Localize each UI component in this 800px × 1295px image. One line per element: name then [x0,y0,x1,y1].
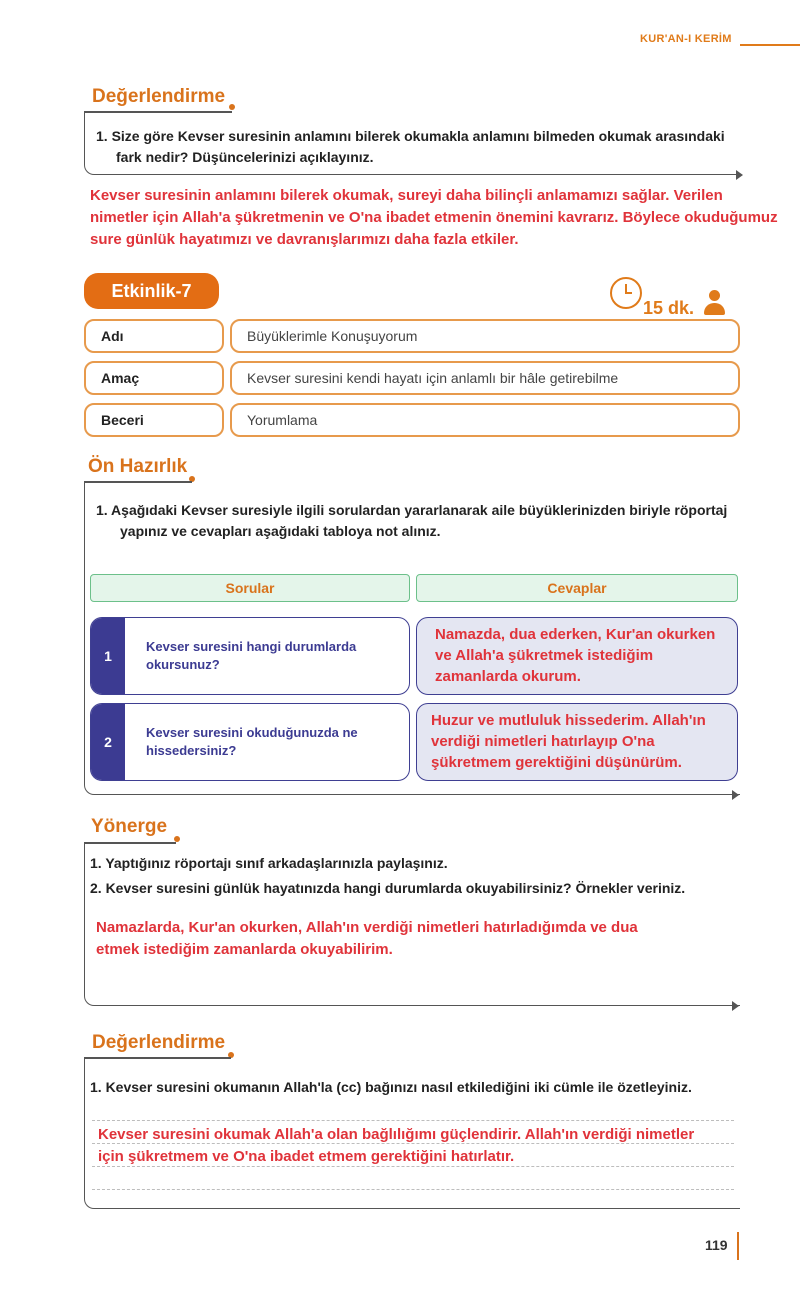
evaluation-title: Değerlendirme [92,86,226,107]
evaluation-question: 1. Size göre Kevser suresinin anlamını bilerek okumakla anlamını bilmeden okumak arasındaki fark nedir? Düşüncelerinizi açıklayınız. [96,128,725,165]
answer-line [92,1120,734,1121]
evaluation-title: Değerlendirme [92,1032,226,1053]
answer-card [416,703,738,781]
preparation-instruction: 1. Aşağıdaki Kevser suresiyle ilgili sorulardan yararlanarak aile büyüklerinizden biriyle röportaj yapınız ve cevapları aşağıdaki tabloya not alınız. [96,502,728,539]
page-number-bar [737,1232,739,1260]
person-icon [703,290,725,316]
question-text: Kevser suresini okuduğunuzda ne hissedersiniz? [146,725,358,758]
info-value-name: Büyüklerimle Konuşuyorum [230,319,740,353]
info-label-skill: Beceri [84,403,224,437]
title-dot [229,104,235,110]
question-card [90,617,410,695]
info-label-aim: Amaç [84,361,224,395]
answer-card [416,617,738,695]
row-number: 2 [91,704,125,780]
question-text: Kevser suresini hangi durumlarda okursunuz? [146,639,357,672]
question-card [90,703,410,781]
info-value-aim: Kevser suresini kendi hayatı için anlamlı bir hâle getirebilme [230,361,740,395]
directive-title: Yönerge [91,816,168,837]
table-header-answers: Cevaplar [416,574,738,602]
activity-duration: 15 dk. [643,298,695,318]
directive-item-2: 2. Kevser suresini günlük hayatınızda hangi durumlarda okuyabilirsiniz? Örnekler veriniz. [90,880,686,896]
answer-text: Namazda, dua ederken, Kur'an okurken ve Allah'a şükretmek istediğim zamanlarda okurum. [435,626,716,685]
arrow-icon [736,170,743,180]
header-title: KUR'AN-I KERİM [640,33,732,45]
table-header-questions: Sorular [90,574,410,602]
evaluation-answer: Kevser suresini okumak Allah'a olan bağlılığımı güçlendirir. Allah'ın verdiği nimetler için şükretmem ve O'na ibadet etmem gerektiğini hatırlatır. [98,1126,695,1165]
header-rule [740,44,800,46]
evaluation-answer: Kevser suresinin anlamını bilerek okumak, sureyi daha bilinçli anlamamızı sağlar. Verilen nimetler için Allah'a şükretmenin ve O'na ibadet etmenin önemini kavrarız. Böylece okuduğumuz sure günlük hayatımızı ve davranışlarımızı daha fazla etkiler. [90,187,778,248]
evaluation-question: 1. Kevser suresini okumanın Allah'la (cc) bağınızı nasıl etkilediğini iki cümle ile özetleyiniz. [90,1079,692,1095]
activity-label: Etkinlik-7 [84,273,219,309]
directive-answer: Namazlarda, Kur'an okurken, Allah'ın verdiği nimetleri hatırladığımda ve dua etmek istediğim zamanlarda okuyabilirim. [96,919,638,958]
arrow-icon [732,1001,739,1011]
answer-text: Huzur ve mutluluk hissederim. Allah'ın verdiği nimetleri hatırlayıp O'na şükretmem gerektiğini düşünürüm. [431,712,706,771]
page-number: 119 [705,1237,728,1253]
preparation-title: Ön Hazırlık [88,456,188,477]
directive-item-1: 1. Yaptığınız röportajı sınıf arkadaşlarınızla paylaşınız. [90,855,448,871]
answer-line [92,1189,734,1190]
info-value-skill: Yorumlama [230,403,740,437]
arrow-icon [732,790,739,800]
info-label-name: Adı [84,319,224,353]
row-number: 1 [91,618,125,694]
clock-icon [610,277,642,309]
